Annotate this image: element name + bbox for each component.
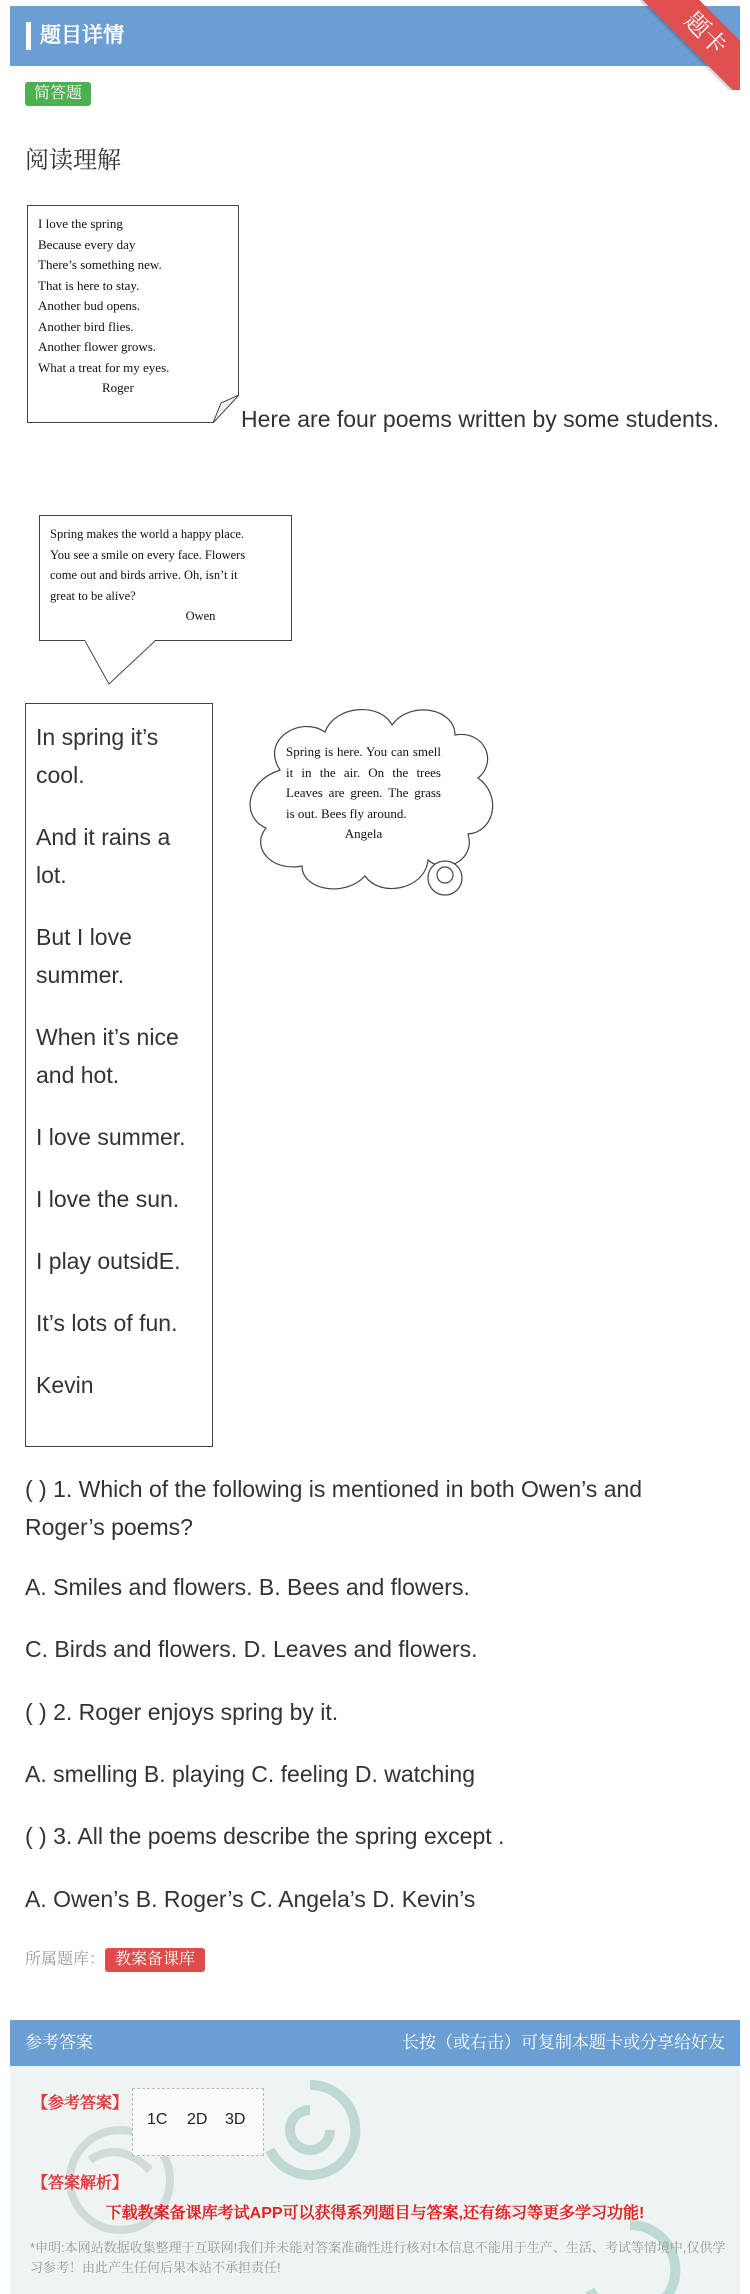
lead-text: Here are four poems written by some students. xyxy=(241,406,720,432)
poem-line: And it rains a lot. xyxy=(36,824,171,888)
poem-signature: Kevin xyxy=(36,1372,94,1398)
question-item: ( ) 1. Which of the following is mentioned in both Owen’s and Roger’s poems? xyxy=(25,1476,643,1540)
poem-body: Spring is here. You can smell it in the air. On the trees Leaves are green. The grass is out. Bees fly around. xyxy=(286,744,441,821)
answer-options: A. Smiles and flowers. B. Bees and flowers. xyxy=(25,1574,470,1600)
watermark-swirl-icon xyxy=(250,2070,370,2190)
poem-line: There’s something new. xyxy=(38,257,162,272)
reference-answer-label: 【参考答案】 xyxy=(32,2095,129,2112)
poem-line: I play outsidE. xyxy=(36,1248,181,1274)
answer-panel xyxy=(10,2020,740,2294)
answer-options: C. Birds and flowers. D. Leaves and flowers. xyxy=(25,1636,478,1662)
question-bank-link[interactable]: 教案备课库 xyxy=(105,1948,205,1972)
answer-options: A. smelling B. playing C. feeling D. watching xyxy=(25,1761,475,1787)
ribbon-label[interactable]: 题卡 xyxy=(640,0,740,90)
question-bank-label: 所属题库： xyxy=(25,1951,106,1968)
poem-line: But I love summer. xyxy=(36,924,132,988)
question-title: 阅读理解 xyxy=(25,147,121,174)
answer-header xyxy=(10,2020,740,2066)
reference-answer-image xyxy=(132,2088,264,2156)
poem-line: great to be alive? xyxy=(50,588,136,603)
answer-options: A. Owen’s B. Roger’s C. Angela’s D. Kevin’s xyxy=(25,1886,476,1912)
poem-line: Another flower grows. xyxy=(38,339,157,354)
answer-value: 3D xyxy=(225,2111,246,2128)
question-item: ( ) 3. All the poems describe the spring except . xyxy=(25,1823,505,1849)
question-type-tag: 简答题 xyxy=(25,82,91,106)
analysis-label: 【答案解析】 xyxy=(32,2175,129,2192)
poem-line: In spring it’s cool. xyxy=(36,724,159,788)
poem-line: Another bird flies. xyxy=(38,318,134,334)
poem-line: When it’s nice and hot. xyxy=(36,1024,179,1088)
poem-line: That is here to stay. xyxy=(38,277,140,293)
angela-poem-text xyxy=(286,742,441,845)
poem-line: What a treat for my eyes. xyxy=(38,359,170,375)
poem-line: Another bud opens. xyxy=(38,298,141,313)
poem-line: Spring makes the world a happy place. xyxy=(50,527,245,541)
question-item: ( ) 2. Roger enjoys spring by it. xyxy=(25,1699,339,1725)
app-download-promo[interactable]: 下载教案备课库考试APP可以获得系列题目与答案,还有练习等更多学习功能! xyxy=(105,2205,645,2222)
header-accent-bar xyxy=(26,22,31,50)
owen-poem-card xyxy=(39,515,292,641)
poem-line: I love the spring xyxy=(38,216,123,231)
poem-line: It’s lots of fun. xyxy=(36,1310,178,1336)
poem-line: come out and birds arrive. Oh, isn’t it xyxy=(50,568,238,582)
disclaimer-text: *申明:本网站数据收集整理于互联网!我们并未能对答案准确性进行核对!本信息不能用于生产、生活、考试等情境中,仅供学习参考！由此产生任何后果本站不承担责任! xyxy=(30,2240,726,2275)
poem-line: I love summer. xyxy=(36,1124,186,1150)
answer-value: 2D xyxy=(187,2111,208,2128)
share-hint[interactable]: 长按（或右击）可复制本题卡或分享给好友 xyxy=(402,2033,725,2052)
poem-signature: Angela xyxy=(344,826,383,841)
roger-poem-card xyxy=(27,205,239,423)
poem-signature: Owen xyxy=(185,609,216,623)
question-card-ribbon[interactable] xyxy=(640,0,740,90)
page-header xyxy=(10,6,740,66)
answer-value: 1C xyxy=(147,2111,168,2128)
poem-line: Because every day xyxy=(38,236,136,252)
kevin-poem-box xyxy=(25,703,213,1447)
poem-line: You see a smile on every face. Flowers xyxy=(50,547,246,562)
answer-header-title: 参考答案 xyxy=(25,2033,93,2052)
poem-signature: Roger xyxy=(102,380,134,395)
poem-line: I love the sun. xyxy=(36,1186,180,1212)
speech-bubble-tail-icon xyxy=(85,640,155,685)
page-title: 题目详情 xyxy=(40,24,124,47)
